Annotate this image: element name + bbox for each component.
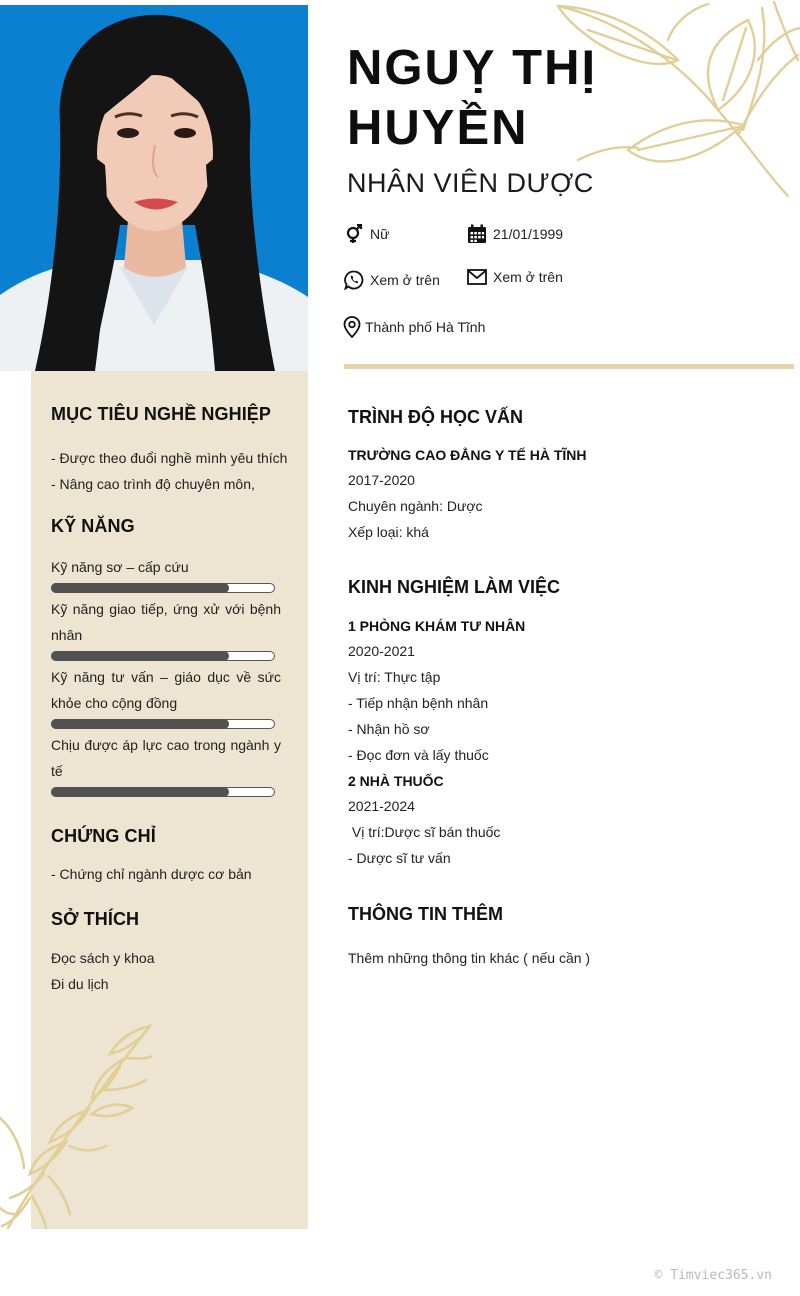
- gender-value: Nữ: [370, 226, 390, 242]
- skill-item: [51, 596, 281, 661]
- contact-birthday: [467, 224, 563, 244]
- education-line: Chuyên ngành: Dược: [348, 498, 483, 514]
- contact-address: [343, 316, 485, 338]
- skill-name: Kỹ năng tư vấn – giáo dục về sức khỏe cho cộng đồng: [51, 669, 281, 711]
- skill-level-bar: [51, 651, 275, 661]
- job-line: - Dược sĩ tư vấn: [348, 850, 451, 866]
- skill-name: Kỹ năng sơ – cấp cứu: [51, 559, 189, 575]
- profile-photo: [0, 5, 308, 371]
- additional-section: [348, 904, 788, 971]
- certificates-section: [51, 826, 291, 887]
- objective-line: - Được theo đuổi nghề mình yêu thích: [51, 450, 288, 466]
- education-line: 2017-2020: [348, 472, 415, 488]
- contact-phone: [344, 270, 440, 290]
- job-line: 2021-2024: [348, 798, 415, 814]
- birthday-value: 21/01/1999: [493, 226, 564, 242]
- header-divider: [344, 364, 794, 369]
- skill-level-fill: [51, 651, 229, 661]
- full-name: NGUỴ THỊ HUYỀN: [347, 41, 598, 155]
- leaf-decoration-bottom: [0, 1018, 160, 1230]
- experience-section: [348, 577, 788, 871]
- school-name: TRƯỜNG CAO ĐẲNG Y TẾ HÀ TĨNH: [348, 447, 587, 463]
- skill-level-bar: [51, 719, 275, 729]
- additional-title: THÔNG TIN THÊM: [348, 904, 503, 924]
- calendar-icon: [467, 224, 487, 244]
- education-section: [348, 407, 788, 545]
- objective-section: [51, 404, 291, 497]
- skills-title: KỸ NĂNG: [51, 516, 135, 536]
- experience-title: KINH NGHIỆM LÀM VIỆC: [348, 577, 561, 597]
- education-title: TRÌNH ĐỘ HỌC VẤN: [348, 407, 523, 427]
- skill-level-fill: [51, 583, 229, 593]
- location-pin-icon: [343, 316, 361, 338]
- phone-value: Xem ở trên: [370, 272, 440, 288]
- skill-item: [51, 732, 281, 797]
- certificate-line: - Chứng chỉ ngành dược cơ bản: [51, 866, 252, 882]
- job-line: Vị trí: Thực tập: [348, 669, 441, 685]
- footer-watermark: © Timviec365.vn: [654, 1268, 772, 1283]
- skills-list: [51, 554, 281, 797]
- hobby-line: Đọc sách y khoa: [51, 950, 155, 966]
- hobbies-title: SỞ THÍCH: [51, 909, 140, 929]
- objective-line: - Nâng cao trình độ chuyên môn,: [51, 476, 255, 492]
- job-line: Vị trí:Dược sĩ bán thuốc: [348, 824, 501, 840]
- skill-level-bar: [51, 583, 275, 593]
- skill-name: Kỹ năng giao tiếp, ứng xử với bệnh nhân: [51, 601, 281, 643]
- skill-level-fill: [51, 719, 229, 729]
- job-line: - Nhận hồ sơ: [348, 721, 430, 737]
- skill-level-fill: [51, 787, 229, 797]
- hobbies-section: [51, 909, 291, 997]
- education-line: Xếp loại: khá: [348, 524, 429, 540]
- job-heading: 1 PHÒNG KHÁM TƯ NHÂN: [348, 618, 526, 634]
- contact-email: [467, 268, 563, 286]
- objective-title: MỤC TIÊU NGHỀ NGHIỆP: [51, 404, 272, 424]
- skill-item: [51, 664, 281, 729]
- certificates-title: CHỨNG CHỈ: [51, 826, 156, 846]
- job-heading: 2 NHÀ THUỐC: [348, 773, 444, 789]
- envelope-icon: [467, 268, 487, 286]
- skill-item: [51, 554, 281, 593]
- job-title: NHÂN VIÊN DƯỢC: [347, 168, 594, 198]
- skill-name: Chịu được áp lực cao trong ngành y tế: [51, 737, 281, 779]
- gender-icon: [344, 224, 364, 244]
- skill-level-bar: [51, 787, 275, 797]
- skills-section: [51, 516, 281, 797]
- hobby-line: Đi du lịch: [51, 976, 109, 992]
- email-value: Xem ở trên: [493, 269, 563, 285]
- whatsapp-icon: [344, 270, 364, 290]
- additional-text: Thêm những thông tin khác ( nếu cần ): [348, 950, 591, 966]
- job-line: - Tiếp nhận bệnh nhân: [348, 695, 489, 711]
- address-value: Thành phố Hà Tĩnh: [365, 319, 486, 335]
- contact-gender: [344, 224, 389, 244]
- job-line: 2020-2021: [348, 643, 415, 659]
- job-line: - Đọc đơn và lấy thuốc: [348, 747, 489, 763]
